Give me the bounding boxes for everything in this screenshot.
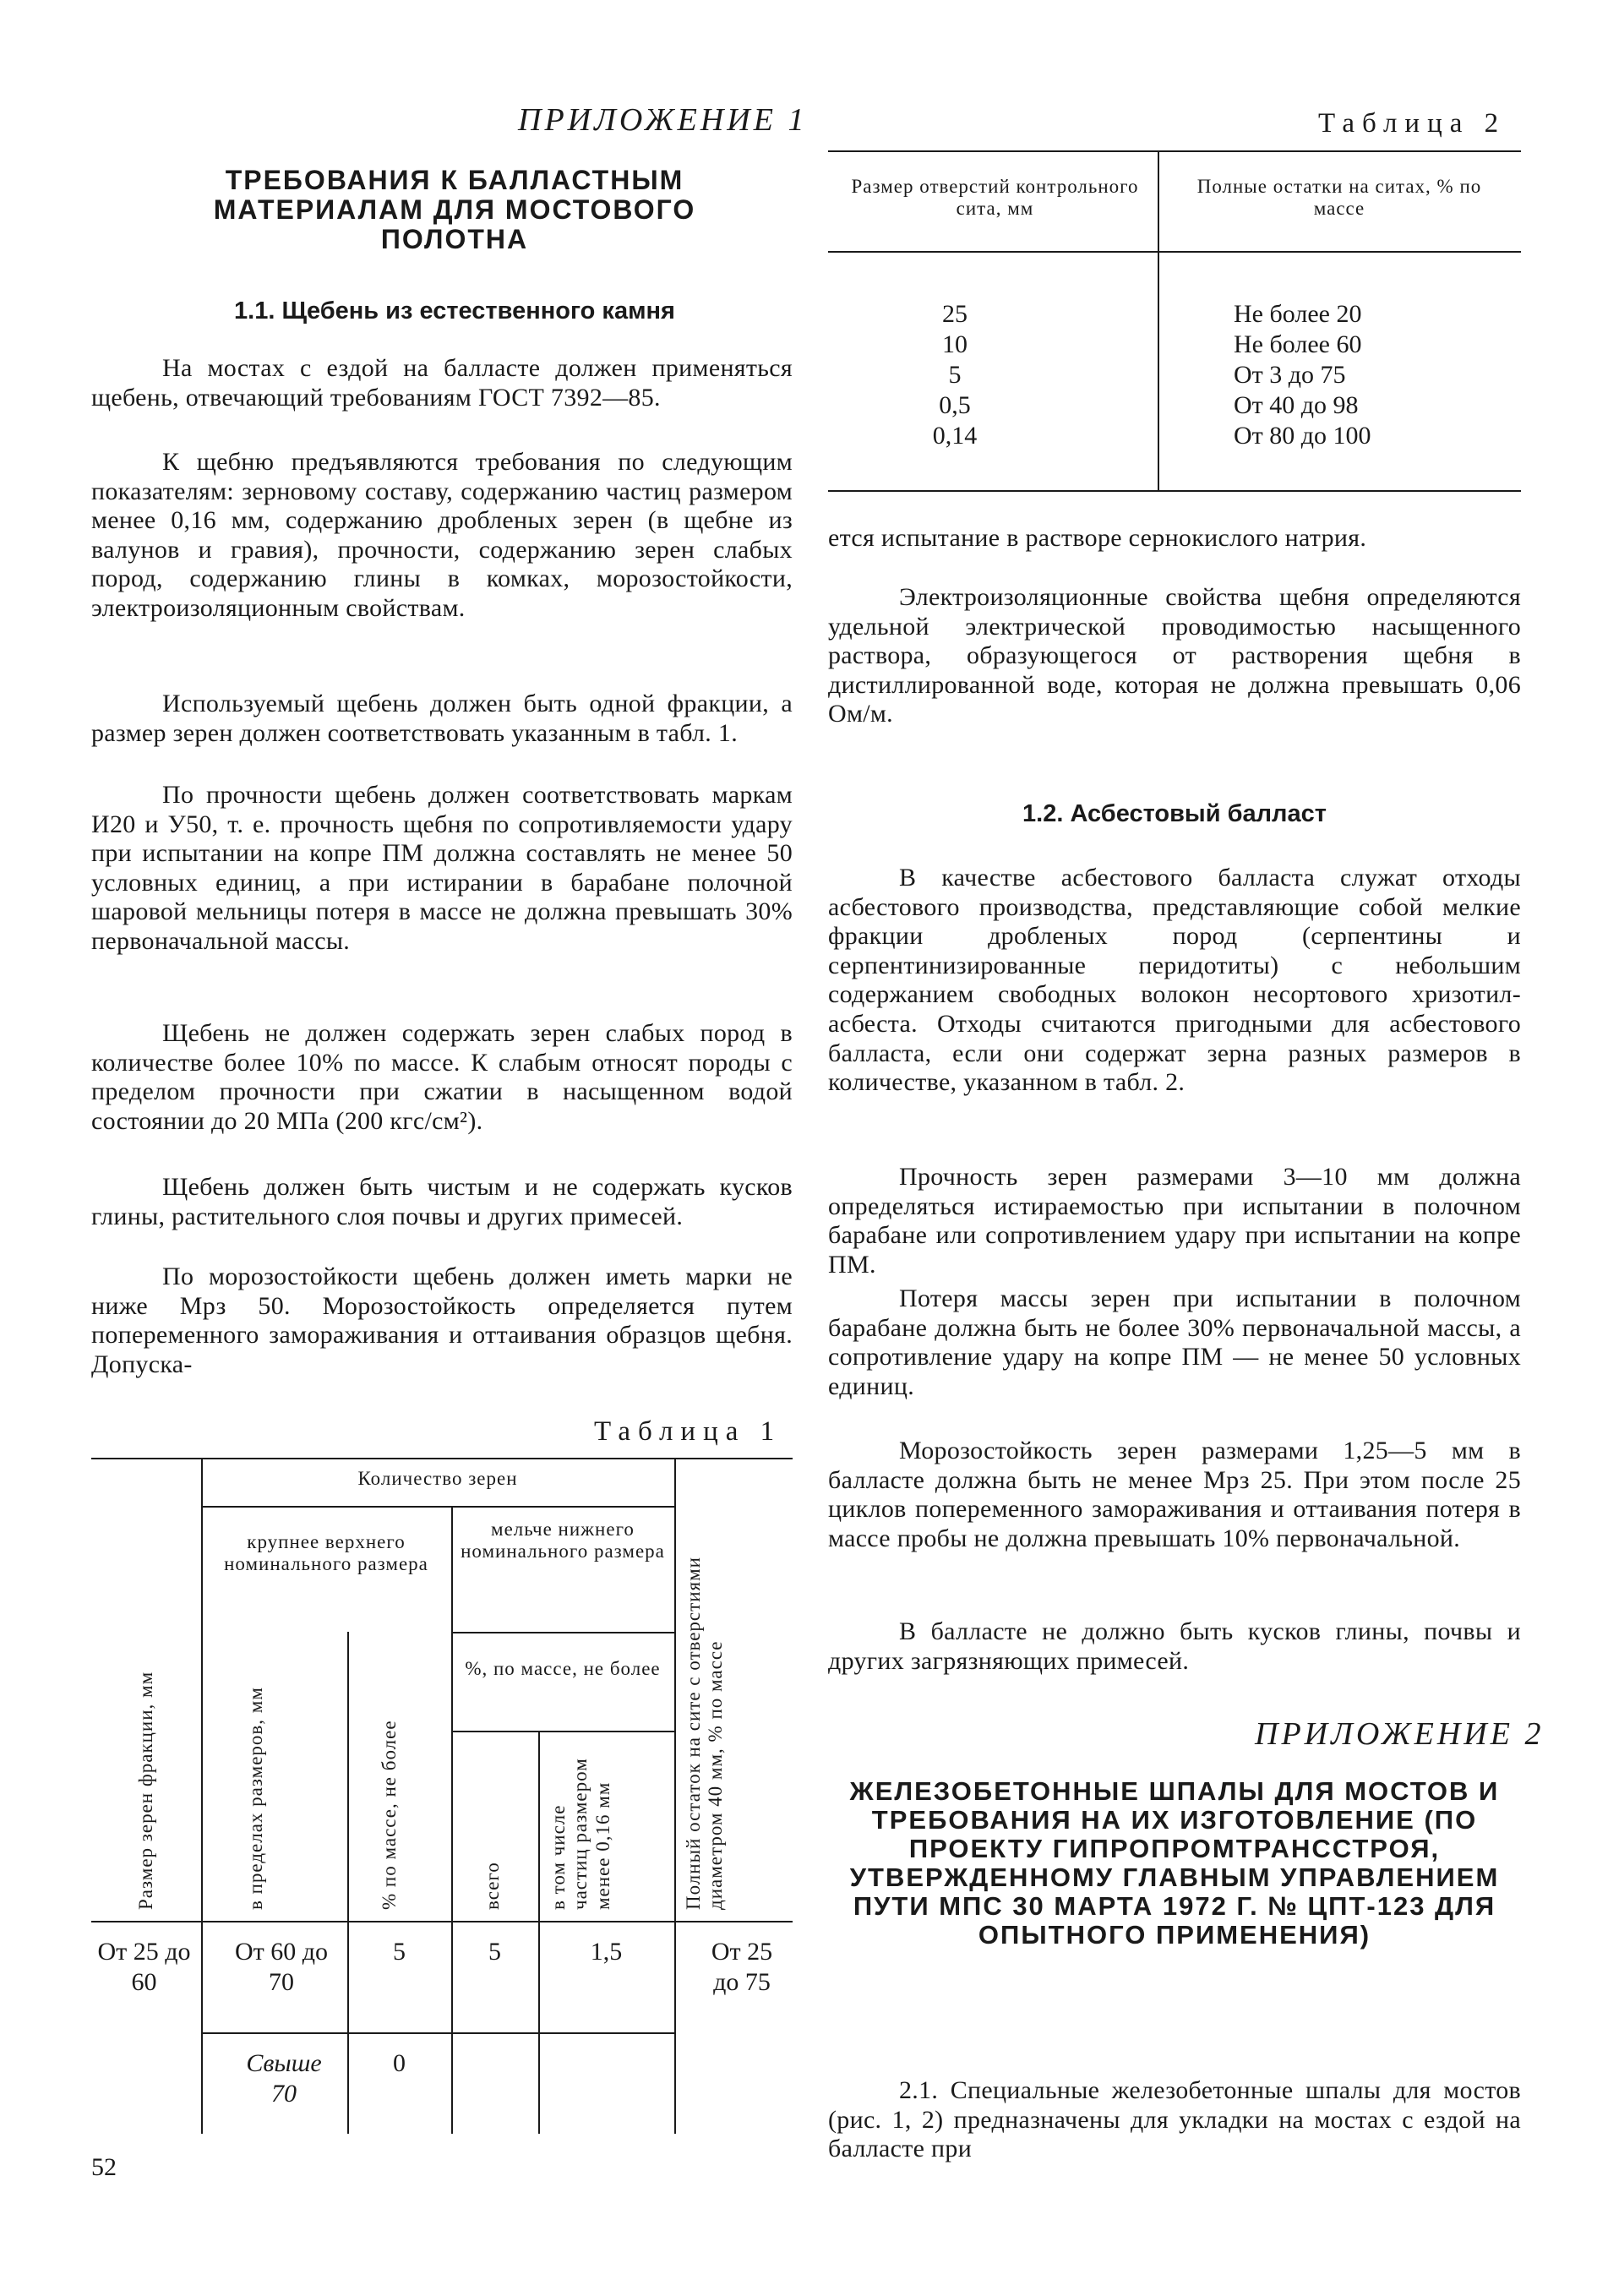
- table-cell: 25: [942, 300, 967, 328]
- appendix-label: ПРИЛОЖЕНИЕ 2: [1255, 1716, 1545, 1752]
- paragraph: Потеря массы зерен при испытании в полочном барабане должна быть не более 30% первоначальной массы, а сопротивление удару на копре ПМ — не менее 50 условных единиц.: [828, 1284, 1521, 1400]
- header-pct-mass: %, по массе, не более: [465, 1658, 661, 1679]
- table-caption: Таблица 2: [1318, 108, 1507, 139]
- table-rule: [674, 1458, 676, 2134]
- table-rule: [91, 1458, 793, 1459]
- table-rule: [201, 1506, 674, 1508]
- table-rule: [201, 1458, 203, 2134]
- table-rule: [451, 1731, 674, 1732]
- paragraph: 2.1. Специальные железобетонные шпалы для мостов (рис. 1, 2) предназначены для укладки на мостах с ездой на балласте при: [828, 2076, 1521, 2163]
- paragraph: ется испытание в растворе сернокислого натрия.: [828, 524, 1367, 552]
- table-caption: Таблица 1: [594, 1416, 782, 1447]
- table-rule: [91, 1921, 793, 1922]
- table-cell: Свыше 70: [246, 2049, 322, 2108]
- paragraph: По прочности щебень должен соответствовать маркам И20 и У50, т. е. прочность щебня по сопротивляемости удару при испытании на копре ПМ должна составлять не менее 50 условных единиц, а при истирании в барабане полочной шаровой мельницы потеря в массе не должна превышать 30% первоначальной массы.: [91, 781, 793, 955]
- table-cell: 10: [942, 330, 967, 358]
- table-row: [828, 421, 1521, 451]
- table-cell: От 3 до 75: [1234, 361, 1346, 389]
- table-2: [828, 0, 1521, 507]
- table-cell: От 80 до 100: [1234, 422, 1371, 450]
- table-cell: Не более 60: [1234, 330, 1362, 358]
- table-cell: 5: [393, 1938, 406, 1966]
- table-cell: 0,5: [939, 391, 971, 419]
- table-cell: 5: [488, 1938, 501, 1966]
- paragraph: Щебень должен быть чистым и не содержать кусков глины, растительного слоя почвы и других примесей.: [91, 1173, 793, 1230]
- header-grain-amount: Количество зерен: [357, 1468, 518, 1489]
- col-fraction: Размер зерен фракции, мм: [135, 1671, 156, 1910]
- table-rule: [828, 150, 1521, 152]
- appendix-label: ПРИЛОЖЕНИЕ 1: [518, 102, 808, 138]
- col-pct-not-more: % по массе, не более: [379, 1720, 400, 1910]
- table-rule: [451, 1506, 453, 2134]
- table-rule: [538, 1731, 540, 2134]
- col-residue: Полные остатки на ситах, % по массе: [1196, 176, 1482, 220]
- paragraph: По морозостойкости щебень должен иметь марки не ниже Мрз 50. Морозостойкость определяется путем попеременного замораживания и оттаивания образцов щебня. Допуска-: [91, 1263, 793, 1378]
- table-cell: 1,5: [590, 1938, 623, 1966]
- table-row: [828, 360, 1521, 390]
- section-title: ЖЕЛЕЗОБЕТОННЫЕ ШПАЛЫ ДЛЯ МОСТОВ И ТРЕБОВАНИЯ НА ИХ ИЗГОТОВЛЕНИЕ (ПО ПРОЕКТУ ГИПРОПРОМТРАНССТРОЯ, УТВЕРЖДЕННОМУ ГЛАВНЫМ УПРАВЛЕНИЕМ ПУТИ МПС 30 МАРТА 1972 Г. № ЦПТ-123 ДЛЯ ОПЫТНОГО ПРИМЕНЕНИЯ): [849, 1776, 1500, 1950]
- col-sieve: Размер отверстий контрольного сита, мм: [851, 176, 1139, 220]
- col-within: в пределах размеров, мм: [245, 1687, 266, 1910]
- table-rule: [451, 1632, 674, 1633]
- col-residue: Полный остаток на сите с отверстиями диаметром 40 мм, % по массе: [683, 1557, 727, 1910]
- paragraph: Щебень не должен содержать зерен слабых пород в количестве более 10% по массе. К слабым относят породы с пределом прочности при сжатии в насыщенном водой состоянии до 20 МПа (200 кгс/см²).: [91, 1019, 793, 1135]
- table-rule: [828, 251, 1521, 253]
- table-cell: 0: [393, 2049, 406, 2077]
- header-smaller: мельче нижнего номинального размера: [461, 1519, 665, 1562]
- table-rule: [201, 2032, 674, 2034]
- subsection-title: 1.2. Асбестовый балласт: [1022, 800, 1327, 827]
- paragraph: К щебню предъявляются требования по следующим показателям: зерновому составу, содержанию частиц размером менее 0,16 мм, содержанию дробленых зерен (в щебне из валунов и гравия), прочности, содержанию зерен слабых пород, содержанию глины в комках, морозостойкости, электроизоляционным свойствам.: [91, 448, 793, 622]
- table-cell: От 25 до 75: [711, 1938, 773, 1996]
- col-total: всего: [482, 1862, 503, 1910]
- table-cell: 0,14: [932, 422, 978, 450]
- table-row: [828, 390, 1521, 421]
- table-row: [828, 299, 1521, 330]
- header-larger: крупнее верхнего номинального размера: [224, 1531, 428, 1575]
- table-1: [91, 0, 793, 2296]
- paragraph: В балласте не должно быть кусков глины, почвы и других загрязняющих примесей.: [828, 1617, 1521, 1675]
- paragraph: Электроизоляционные свойства щебня определяются удельной электрической проводимостью насыщенного раствора, образующегося от растворения щебня в дистиллированной воде, которая не должна превышать 0,06 Ом/м.: [828, 583, 1521, 728]
- subsection-title: 1.1. Щебень из естественного камня: [234, 297, 675, 324]
- paragraph: Морозостойкость зерен размерами 1,25—5 мм в балласте должна быть не менее Мрз 25. При этом после 25 циклов попеременного замораживания и оттаивания потеря в массе пробы не должна превышать 10% первоначальной.: [828, 1437, 1521, 1552]
- page-number: 52: [91, 2153, 117, 2181]
- table-cell: От 40 до 98: [1234, 391, 1359, 419]
- col-incl: в том числе частиц размером менее 0,16 мм: [548, 1758, 613, 1910]
- table-row: [828, 330, 1521, 360]
- table-2-rows: [828, 299, 1521, 451]
- paragraph: Прочность зерен размерами 3—10 мм должна определяться истираемостью при испытании в полочном барабане или сопротивлением удару при испытании на копре ПМ.: [828, 1163, 1521, 1279]
- table-cell: От 25 до 60: [97, 1938, 191, 1996]
- table-cell: 5: [948, 361, 962, 389]
- table-cell: Не более 20: [1234, 300, 1362, 328]
- paragraph: В качестве асбестового балласта служат отходы асбестового производства, представляющие собой мелкие фракции дробленых пород (серпентины и серпентинизированные перидотиты) с небольшим содержанием свободных волокон несортового хризотил-асбеста. Отходы считаются пригодными для асбестового балласта, если они содержат зерна разных размеров в количестве, указанном в табл. 2.: [828, 864, 1521, 1097]
- paragraph: Используемый щебень должен быть одной фракции, а размер зерен должен соответствовать указанным в табл. 1.: [91, 690, 793, 747]
- paragraph: На мостах с ездой на балласте должен применяться щебень, отвечающий требованиям ГОСТ 7392—85.: [91, 354, 793, 412]
- section-title: ТРЕБОВАНИЯ К БАЛЛАСТНЫМ МАТЕРИАЛАМ ДЛЯ МОСТОВОГО ПОЛОТНА: [213, 165, 696, 255]
- table-cell: От 60 до 70: [234, 1938, 329, 1996]
- table-rule: [828, 490, 1521, 492]
